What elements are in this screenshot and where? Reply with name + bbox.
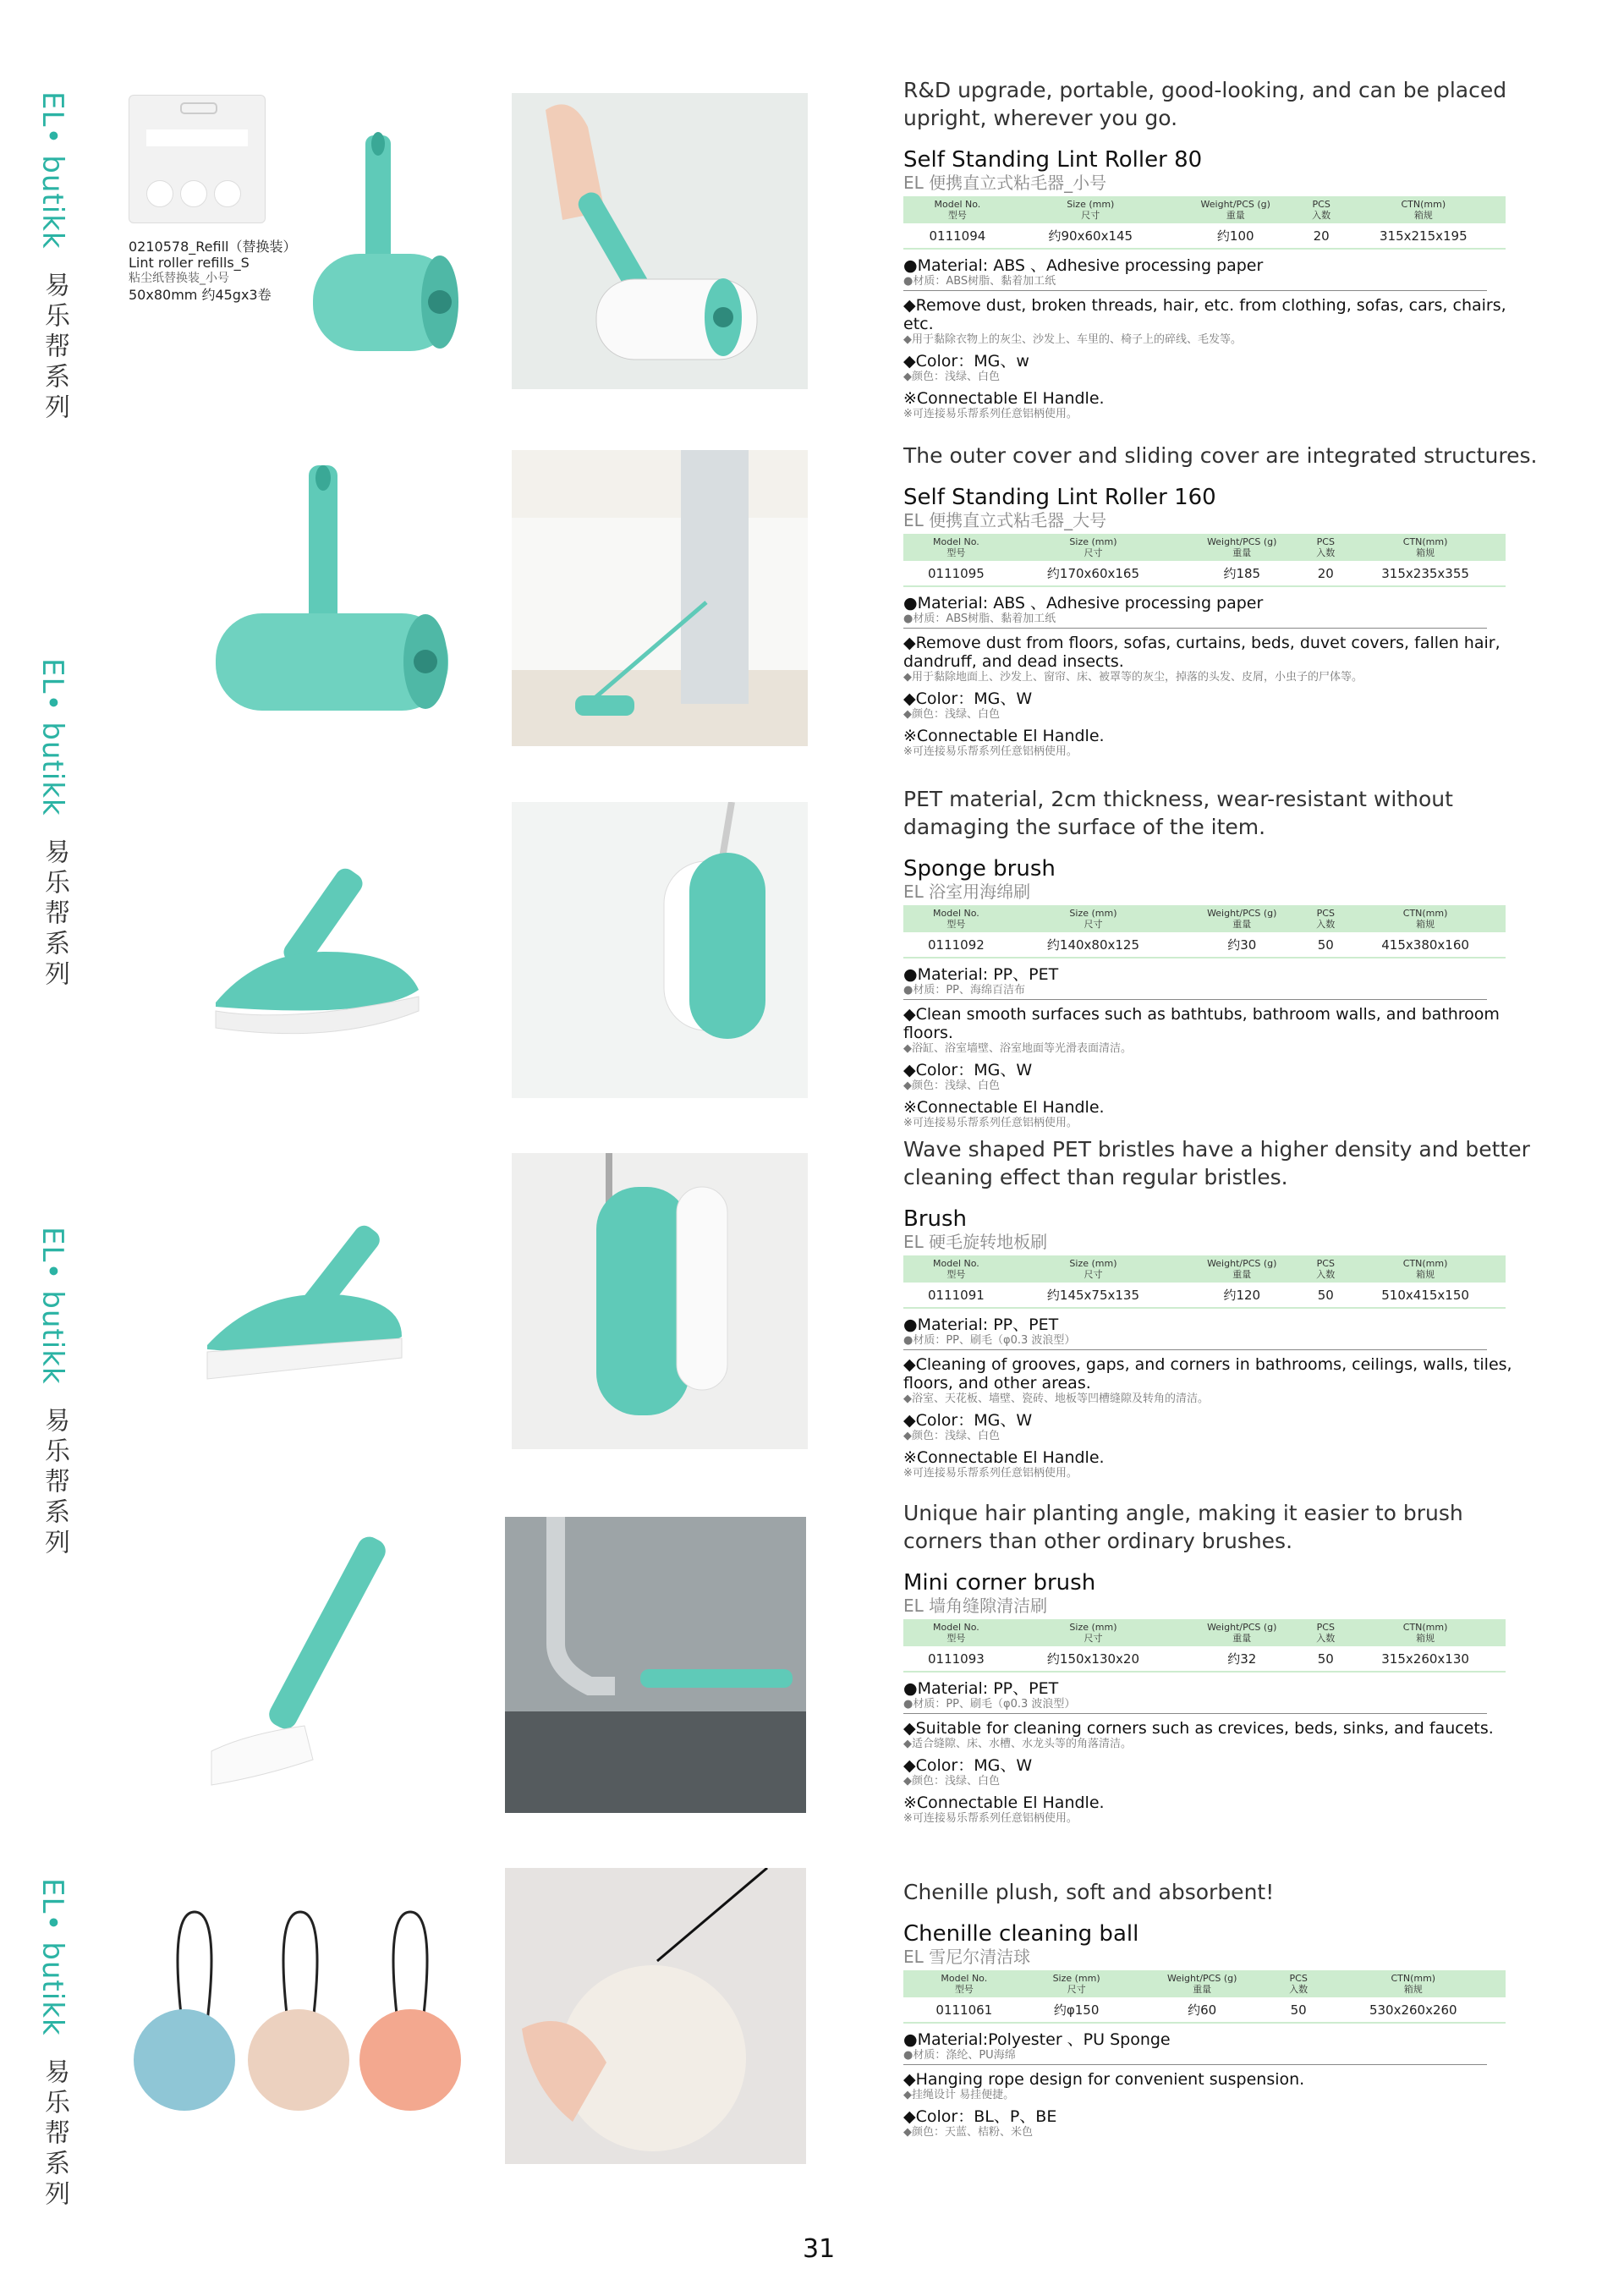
cell-size: 约140x80x125 (1009, 932, 1177, 958)
col-model: Model No. 型号 (903, 196, 1012, 223)
cell-ctn: 315x215x195 (1341, 223, 1506, 249)
product-name-cn: EL 便携直立式粘毛器_大号 (903, 510, 1107, 530)
brand-label (36, 1227, 69, 1559)
feature-color: ◆Color：BL、P、BE (903, 2107, 1057, 2126)
col-size: Size (mm) 尺寸 (1025, 1970, 1128, 1997)
col-size: Size (mm) 尺寸 (1009, 534, 1177, 561)
feature-color-cn: ◆颜色：浅绿、白色 (903, 1775, 1000, 1788)
cell-ctn: 415x380x160 (1345, 932, 1506, 958)
feature-handle: ※Connectable El Handle. (903, 389, 1105, 408)
product-tagline: Wave shaped PET bristles have a higher density and better cleaning effect than regular bristles. (903, 1137, 1530, 1189)
feature-material: ●Material: PP、PET (903, 1679, 1059, 1698)
feature-usage-cn: ◆浴缸、浴室墙壁、浴室地面等光滑表面清洁。 (903, 1042, 1132, 1055)
col-model: Model No. 型号 (903, 905, 1009, 932)
hard-brush-image (199, 1210, 453, 1413)
spec-header-row (903, 1255, 1506, 1283)
cell-pcs: 50 (1306, 932, 1345, 958)
cell-pcs: 50 (1306, 1646, 1345, 1672)
spec-table (903, 1255, 1506, 1309)
cell-weight: 约32 (1177, 1646, 1306, 1672)
product-name-cn: EL 浴室用海绵刷 (903, 882, 1031, 902)
feature-handle: ※Connectable El Handle. (903, 1448, 1105, 1467)
cell-size: 约φ150 (1025, 1997, 1128, 2023)
feature-material: ●Material: ABS 、Adhesive processing paper (903, 256, 1264, 275)
feature-material-cn: ●材质：PP、刷毛（φ0.3 波浪型） (903, 1698, 1487, 1714)
col-weight: Weight/PCS (g) 重量 (1177, 905, 1306, 932)
corner-brush-photo (505, 1517, 806, 1813)
product-section (903, 76, 1538, 421)
brand-label (36, 91, 69, 424)
col-weight: Weight/PCS (g) 重量 (1170, 196, 1302, 223)
cell-weight: 约120 (1177, 1283, 1306, 1308)
cell-model: 0111093 (903, 1646, 1009, 1672)
product-tagline: PET material, 2cm thickness, wear-resistant without damaging the surface of the item. (903, 787, 1453, 839)
product-tagline: Unique hair planting angle, making it easier to brush corners than other ordinary brushes. (903, 1501, 1463, 1553)
product-section (903, 1878, 1538, 2139)
feature-usage: ◆Remove dust from floors, sofas, curtains, beds, duvet covers, fallen hair, dandruff, and dead insects. (903, 634, 1501, 671)
cell-model: 0111095 (903, 561, 1009, 586)
feature-material-cn: ●材质：涤纶、PU海绵 (903, 2049, 1487, 2065)
col-pcs: PCS 入数 (1276, 1970, 1321, 1997)
col-ctn: CTN(mm) 箱规 (1341, 196, 1506, 223)
feature-material-cn: ●材质：ABS树脂、黏着加工纸 (903, 275, 1487, 291)
feature-usage: ◆Cleaning of grooves, gaps, and corners in bathrooms, ceilings, walls, tiles, floors, and other areas. (903, 1355, 1512, 1392)
feature-color: ◆Color：MG、W (903, 1061, 1033, 1079)
cell-pcs: 50 (1306, 1283, 1345, 1308)
col-size: Size (mm) 尺寸 (1012, 196, 1170, 223)
cell-ctn: 510x415x150 (1345, 1283, 1506, 1308)
brand-name-cn: 易乐帮系列 (40, 838, 69, 991)
col-ctn: CTN(mm) 箱规 (1345, 905, 1506, 932)
feature-usage-cn: ◆用于黏除衣物上的灰尘、沙发上、车里的、椅子上的碎线、毛发等。 (903, 333, 1242, 346)
cell-pcs: 20 (1302, 223, 1341, 249)
product-name: Chenille cleaning ball (903, 1921, 1139, 1947)
brand-name: EL• butikk (36, 91, 69, 250)
lint-roller-small-image (296, 127, 465, 364)
brand-label (36, 658, 69, 991)
col-ctn: CTN(mm) 箱规 (1345, 534, 1506, 561)
cell-pcs: 50 (1276, 1997, 1321, 2023)
feature-color-cn: ◆颜色：浅绿、白色 (903, 1430, 1000, 1442)
col-size: Size (mm) 尺寸 (1009, 905, 1177, 932)
brand-name-cn: 易乐帮系列 (40, 2057, 69, 2211)
cell-size: 约150x130x20 (1009, 1646, 1177, 1672)
spec-table (903, 1619, 1506, 1673)
col-weight: Weight/PCS (g) 重量 (1177, 1619, 1306, 1646)
cell-model: 0111091 (903, 1283, 1009, 1308)
feature-handle-cn: ※可连接易乐帮系列任意铝柄使用。 (903, 745, 1078, 758)
feature-color-cn: ◆颜色：浅绿、白色 (903, 1079, 1000, 1092)
product-name: Mini corner brush (903, 1570, 1096, 1596)
product-section (903, 1499, 1538, 1826)
spec-header-row (903, 1619, 1506, 1646)
feature-handle-cn: ※可连接易乐帮系列任意铝柄使用。 (903, 1812, 1078, 1825)
product-section (903, 1135, 1538, 1480)
product-tagline: The outer cover and sliding cover are integrated structures. (903, 443, 1538, 468)
feature-color-cn: ◆颜色：天蓝、桔粉、米色 (903, 2126, 1033, 2139)
feature-material-cn: ●材质：ABS树脂、黏着加工纸 (903, 612, 1487, 629)
col-model: Model No. 型号 (903, 534, 1009, 561)
feature-material-cn: ●材质：PP、刷毛（φ0.3 波浪型） (903, 1334, 1487, 1350)
refill-package-image (129, 95, 266, 223)
cell-model: 0111092 (903, 932, 1009, 958)
cell-weight: 约60 (1128, 1997, 1276, 2023)
spec-header-row (903, 1970, 1506, 1997)
feature-color: ◆Color：MG、W (903, 1411, 1033, 1430)
col-model: Model No. 型号 (903, 1970, 1025, 1997)
sponge-brush-image (207, 854, 461, 1057)
col-ctn: CTN(mm) 箱规 (1321, 1970, 1506, 1997)
feature-color: ◆Color：MG、W (903, 1756, 1033, 1775)
col-pcs: PCS 入数 (1306, 534, 1345, 561)
col-weight: Weight/PCS (g) 重量 (1177, 534, 1306, 561)
feature-handle-cn: ※可连接易乐帮系列任意铝柄使用。 (903, 1117, 1078, 1129)
product-tagline: Chenille plush, soft and absorbent! (903, 1880, 1275, 1904)
spec-row (903, 561, 1506, 586)
cell-size: 约90x60x145 (1012, 223, 1170, 249)
cell-weight: 约30 (1177, 932, 1306, 958)
brand-name: EL• butikk (36, 658, 69, 816)
feature-handle: ※Connectable El Handle. (903, 727, 1105, 745)
refill-name-cn: 粘尘纸替换装_小号 (129, 272, 229, 285)
cell-pcs: 20 (1306, 561, 1345, 586)
product-section (903, 785, 1538, 1130)
brand-name: EL• butikk (36, 1878, 69, 2036)
refill-size: 50x80mm 约45gx3卷 (129, 287, 272, 303)
col-model: Model No. 型号 (903, 1255, 1009, 1283)
cell-size: 约145x75x135 (1009, 1283, 1177, 1308)
feature-usage-cn: ◆适合缝隙、床、水槽、水龙头等的角落清洁。 (903, 1738, 1132, 1750)
feature-material: ●Material: ABS 、Adhesive processing paper (903, 594, 1264, 612)
spec-table (903, 905, 1506, 958)
product-name: Sponge brush (903, 856, 1056, 882)
feature-handle-cn: ※可连接易乐帮系列任意铝柄使用。 (903, 1467, 1078, 1480)
col-size: Size (mm) 尺寸 (1009, 1619, 1177, 1646)
spec-row (903, 223, 1506, 249)
product-name-cn: EL 雪尼尔清洁球 (903, 1947, 1031, 1967)
page-number: 31 (803, 2234, 836, 2264)
product-name-cn: EL 硬毛旋转地板刷 (903, 1232, 1048, 1252)
product-tagline: R&D upgrade, portable, good-looking, and can be placed upright, wherever you go. (903, 78, 1507, 130)
feature-material: ●Material: PP、PET (903, 965, 1059, 984)
spec-header-row (903, 905, 1506, 932)
col-pcs: PCS 入数 (1306, 1619, 1345, 1646)
refill-code: 0210578_Refill（替换装） (129, 239, 297, 255)
feature-handle: ※Connectable El Handle. (903, 1793, 1105, 1812)
col-size: Size (mm) 尺寸 (1009, 1255, 1177, 1283)
feature-usage-cn: ◆浴室、天花板、墙壁、瓷砖、地板等凹槽缝隙及转角的清洁。 (903, 1392, 1209, 1405)
spec-table (903, 1970, 1506, 2024)
feature-color-cn: ◆颜色：浅绿、白色 (903, 708, 1000, 721)
lint-roller-large-image (207, 461, 453, 715)
lint-roller-large-photo (512, 450, 808, 746)
sponge-brush-photo (512, 802, 808, 1098)
feature-usage-cn: ◆挂绳设计 易挂便捷。 (903, 2089, 1015, 2101)
col-pcs: PCS 入数 (1302, 196, 1341, 223)
cell-size: 约170x60x165 (1009, 561, 1177, 586)
feature-material: ●Material:Polyester 、PU Sponge (903, 2030, 1171, 2049)
spec-table (903, 196, 1506, 250)
chenille-balls-image (127, 1903, 465, 2123)
feature-handle: ※Connectable El Handle. (903, 1098, 1105, 1117)
col-model: Model No. 型号 (903, 1619, 1009, 1646)
spec-row (903, 1646, 1506, 1672)
brand-name: EL• butikk (36, 1227, 69, 1385)
feature-usage: ◆Remove dust, broken threads, hair, etc. from clothing, sofas, cars, chairs, etc. (903, 296, 1506, 333)
product-name-cn: EL 墙角缝隙清洁刷 (903, 1596, 1048, 1616)
cell-ctn: 315x235x355 (1345, 561, 1506, 586)
col-weight: Weight/PCS (g) 重量 (1177, 1255, 1306, 1283)
brand-name-cn: 易乐帮系列 (40, 1406, 69, 1559)
product-name: Self Standing Lint Roller 160 (903, 485, 1216, 510)
spec-row (903, 932, 1506, 958)
brand-name-cn: 易乐帮系列 (40, 271, 69, 424)
spec-table (903, 534, 1506, 587)
chenille-ball-photo (505, 1868, 806, 2164)
product-name: Brush (903, 1206, 968, 1232)
feature-material-cn: ●材质：PP、海绵百洁布 (903, 984, 1487, 1000)
cell-weight: 约185 (1177, 561, 1306, 586)
col-weight: Weight/PCS (g) 重量 (1128, 1970, 1276, 1997)
spec-row (903, 1997, 1506, 2023)
feature-handle-cn: ※可连接易乐帮系列任意铝柄使用。 (903, 408, 1078, 420)
spec-header-row (903, 196, 1506, 223)
feature-usage-cn: ◆用于黏除地面上、沙发上、窗帘、床、被罩等的灰尘，掉落的头发、皮屑，小虫子的尸体等。 (903, 671, 1363, 684)
feature-color: ◆Color：MG、w (903, 352, 1029, 371)
refill-name: Lint roller refills_S (129, 255, 250, 271)
cell-model: 0111094 (903, 223, 1012, 249)
col-pcs: PCS 入数 (1306, 1255, 1345, 1283)
product-section (903, 442, 1538, 759)
feature-color-cn: ◆颜色：浅绿、白色 (903, 371, 1000, 383)
col-pcs: PCS 入数 (1306, 905, 1345, 932)
lint-roller-small-photo (512, 93, 808, 389)
feature-usage: ◆Hanging rope design for convenient suspension. (903, 2070, 1305, 2089)
hard-brush-photo (512, 1153, 808, 1449)
col-ctn: CTN(mm) 箱规 (1345, 1255, 1506, 1283)
cell-ctn: 530x260x260 (1321, 1997, 1506, 2023)
feature-usage: ◆Suitable for cleaning corners such as crevices, beds, sinks, and faucets. (903, 1719, 1494, 1738)
feature-color: ◆Color：MG、W (903, 689, 1033, 708)
cell-weight: 约100 (1170, 223, 1302, 249)
refill-info (129, 239, 296, 303)
cell-model: 0111061 (903, 1997, 1025, 2023)
corner-brush-image (195, 1523, 406, 1810)
feature-material: ●Material: PP、PET (903, 1316, 1059, 1334)
spec-header-row (903, 534, 1506, 561)
cell-ctn: 315x260x130 (1345, 1646, 1506, 1672)
feature-usage: ◆Clean smooth surfaces such as bathtubs, bathroom walls, and bathroom floors. (903, 1005, 1500, 1042)
product-name-cn: EL 便携直立式粘毛器_小号 (903, 173, 1107, 193)
product-name: Self Standing Lint Roller 80 (903, 147, 1203, 173)
brand-label (36, 1878, 69, 2211)
col-ctn: CTN(mm) 箱规 (1345, 1619, 1506, 1646)
spec-row (903, 1283, 1506, 1308)
